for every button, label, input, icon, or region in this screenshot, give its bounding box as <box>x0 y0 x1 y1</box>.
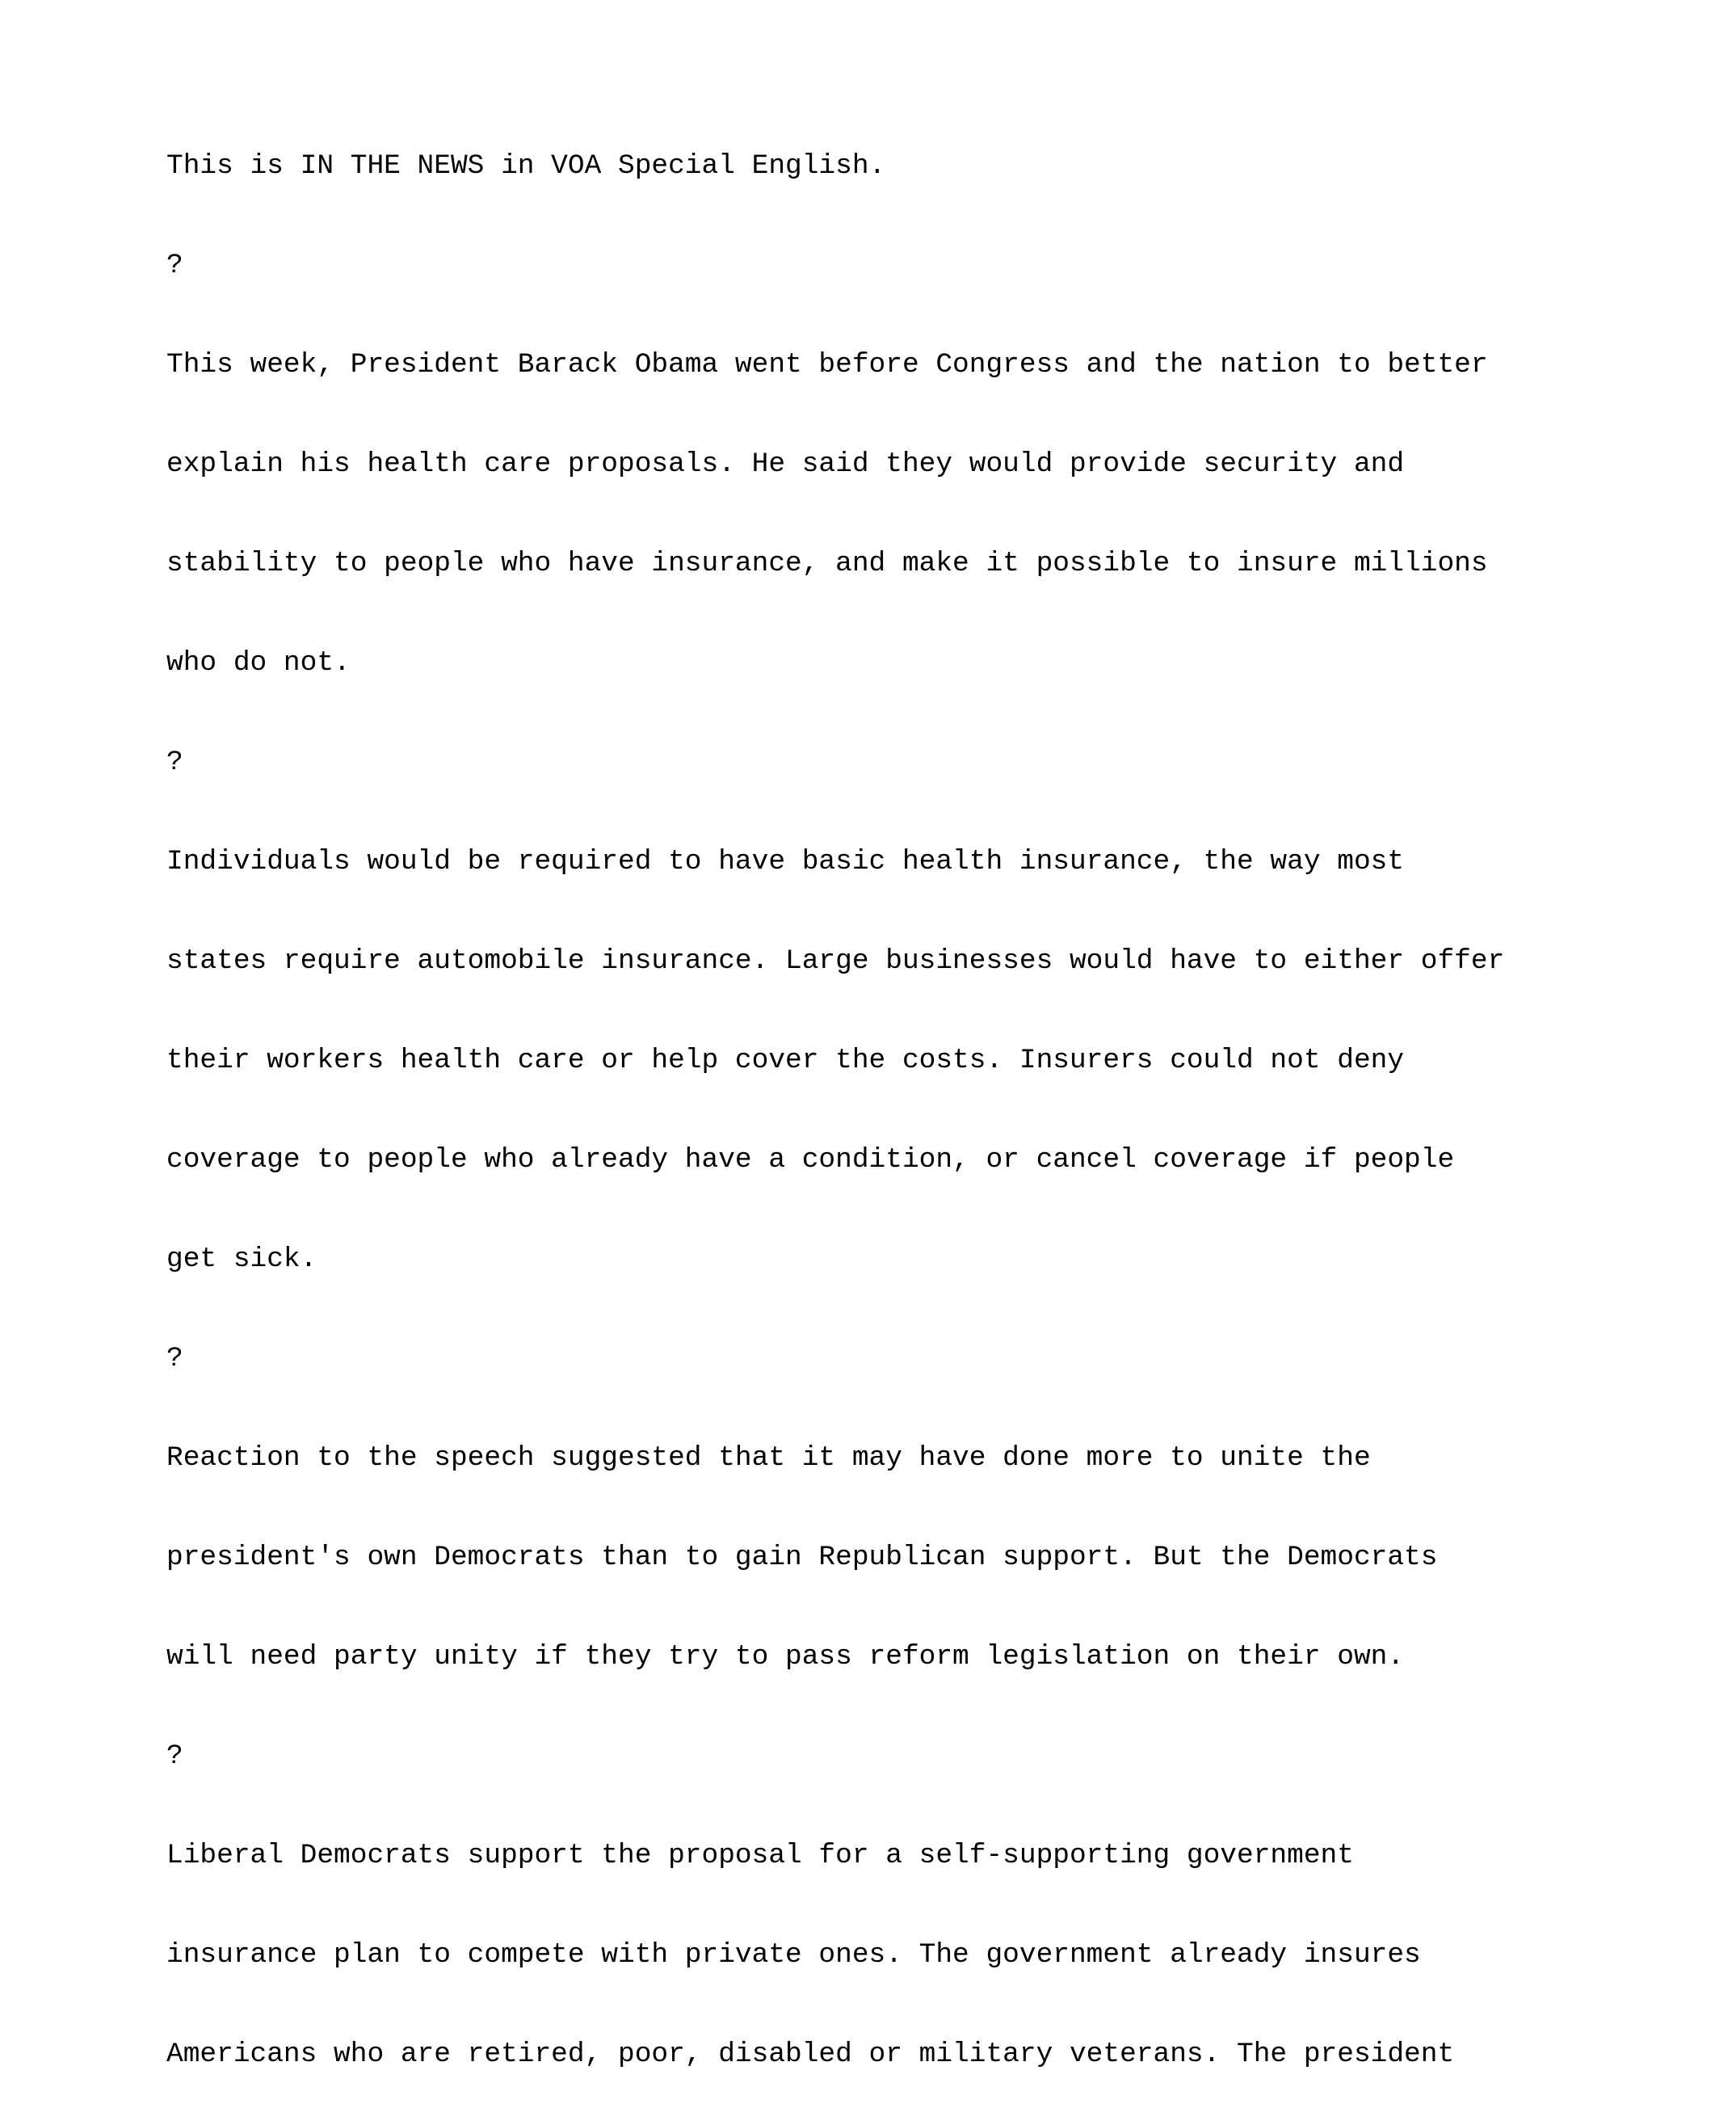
text-line: explain his health care proposals. He said they would provide security and <box>166 448 1405 480</box>
separator-line: ? <box>166 1740 183 1772</box>
text-line: Individuals would be required to have basic health insurance, the way most <box>166 846 1405 877</box>
text-line: Americans who are retired, poor, disabled or military veterans. The president <box>166 2039 1455 2070</box>
text-line: states require automobile insurance. Large businesses would have to either offer <box>166 945 1505 977</box>
text-line: This week, President Barack Obama went before Congress and the nation to better <box>166 349 1488 381</box>
text-line: coverage to people who already have a condition, or cancel coverage if people <box>166 1144 1455 1176</box>
separator-line: ? <box>166 1343 183 1374</box>
text-line: insurance plan to compete with private ones. The government already insures <box>166 1939 1421 1971</box>
text-line: Reaction to the speech suggested that it may have done more to unite the <box>166 1442 1371 1474</box>
text-line: stability to people who have insurance, and make it possible to insure millions <box>166 548 1488 579</box>
text-line: will need party unity if they try to pass reform legislation on their own. <box>166 1641 1405 1673</box>
separator-line: ? <box>166 747 183 778</box>
text-line: president's own Democrats than to gain Republican support. But the Democrats <box>166 1542 1438 1573</box>
text-line: who do not. <box>166 647 351 679</box>
document-body <box>166 83 1701 2104</box>
text-line: get sick. <box>166 1243 317 1275</box>
text-line: their workers health care or help cover the costs. Insurers could not deny <box>166 1045 1405 1076</box>
text-line: This is IN THE NEWS in VOA Special English. <box>166 150 886 182</box>
separator-line: ? <box>166 250 183 281</box>
text-line: Liberal Democrats support the proposal for a self-supporting government <box>166 1840 1354 1871</box>
